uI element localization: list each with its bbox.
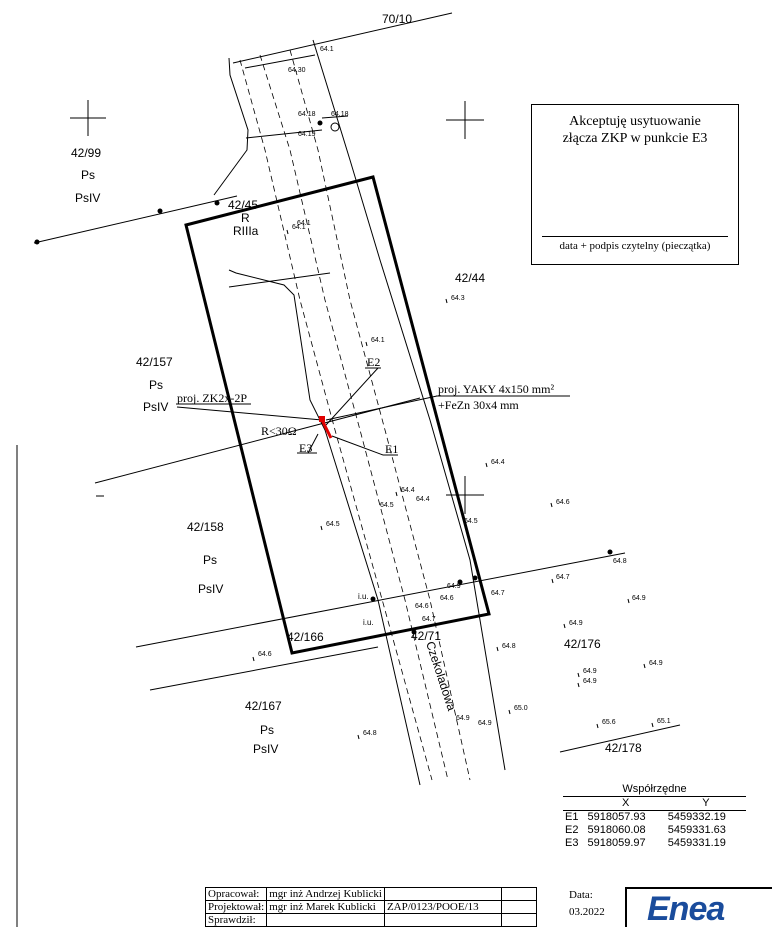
document-number: ZAP/0123/POOE/13 <box>384 901 501 914</box>
parcel-42-176: 42/176 <box>564 637 601 651</box>
parcel-70-10: 70/10 <box>382 12 413 26</box>
site-boundary <box>186 177 489 653</box>
e2-leader <box>326 368 378 425</box>
spot-height: 64.8 <box>613 558 627 565</box>
label-e3: E3 <box>299 441 313 455</box>
empty-cell <box>501 888 536 901</box>
zk-leader <box>177 407 322 420</box>
table-row <box>563 824 746 837</box>
spot-height: 64.18 <box>298 111 316 118</box>
spot-height: 64.8 <box>363 730 377 737</box>
parcel-use: R <box>241 211 250 225</box>
spot-height: 64.30 <box>288 67 306 74</box>
spot-height: 64.1 <box>320 46 334 53</box>
spot-height: 64.6 <box>556 499 570 506</box>
spot-height: 64.6 <box>258 651 272 658</box>
spot-height: 64.4 <box>491 459 505 466</box>
spot-height: 64.9 <box>583 668 597 675</box>
spot-height: 64.7 <box>556 574 570 581</box>
coord-y: 5459331.63 <box>667 824 726 836</box>
e1-leader <box>332 436 383 455</box>
checked-label: Sprawdził: <box>206 914 267 927</box>
parcel-boundary <box>136 553 625 647</box>
spot-height: 64.9 <box>583 678 597 685</box>
coord-point: E2 <box>565 824 579 836</box>
label-e1: E1 <box>385 442 399 456</box>
signature-caption: data + podpis czytelny (pieczątka) <box>559 240 711 252</box>
parcel-42-158: 42/158 <box>187 520 224 534</box>
prepared-label: Opracował: <box>206 888 267 901</box>
title-block-table <box>205 887 537 927</box>
spot-height: 64.5 <box>326 521 340 528</box>
empty-cell <box>267 914 385 927</box>
designed-label: Projektował: <box>206 901 267 914</box>
spot-height: 64.1 <box>371 337 385 344</box>
empty-cell <box>384 914 501 927</box>
title-block <box>205 887 772 927</box>
parcel-use: Ps <box>260 723 275 737</box>
spot-height: 64.9 <box>447 583 461 590</box>
spot-height: 64.9 <box>456 715 470 722</box>
spot-height: 64.3 <box>451 295 465 302</box>
parcel-42-71: 42/71 <box>411 629 442 643</box>
spot-height: 65.0 <box>514 705 528 712</box>
empty-cell <box>501 901 536 914</box>
date-box <box>564 887 624 927</box>
parcel-42-178: 42/178 <box>605 741 642 755</box>
parcel-use: Ps <box>149 378 164 392</box>
coord-y: 5459331.19 <box>667 837 726 849</box>
spot-height: 64.6 <box>415 603 429 610</box>
coord-x: 5918059.97 <box>587 837 646 849</box>
cable-label: proj. YAKY 4x150 mm² <box>438 382 555 396</box>
coord-point: E1 <box>565 811 579 823</box>
empty-cell <box>384 888 501 901</box>
spot-height: 65.1 <box>657 718 671 725</box>
logo-box <box>625 887 772 927</box>
spot-height: 64.7 <box>422 616 436 623</box>
prepared-by: mgr inż Andrzej Kublicki <box>267 888 385 901</box>
road-axis-dashed <box>260 55 448 780</box>
spot-height: 64.18 <box>331 111 349 118</box>
resistance-label: R<30Ω <box>261 424 297 438</box>
spot-height: 64.4 <box>401 487 415 494</box>
coord-x: 5918057.93 <box>587 811 646 823</box>
table-row <box>563 837 746 850</box>
enea-logo: Enea <box>647 890 725 928</box>
parcel-42-99: 42/99 <box>71 146 102 160</box>
coord-x: 5918060.08 <box>587 824 646 836</box>
label-e2: E2 <box>367 355 381 369</box>
spot-height: 64.9 <box>649 660 663 667</box>
coord-col-x: X <box>586 797 666 811</box>
spot-height: 64.6 <box>440 595 454 602</box>
parcel-class: RIIIa <box>233 224 259 238</box>
zk-label: proj. ZK2x-2P <box>177 391 247 405</box>
coordinates-table <box>563 783 746 850</box>
iu-label: i.u. <box>358 592 369 601</box>
date-value: 03.2022 <box>569 906 605 918</box>
parcel-42-157: 42/157 <box>136 355 173 369</box>
parcel-use: Ps <box>81 168 96 182</box>
parcel-boundary <box>233 13 452 63</box>
parcel-class: PsIV <box>198 582 224 596</box>
parcel-42-166: 42/166 <box>287 630 324 644</box>
signature-line <box>542 236 728 237</box>
fezn-label: +FeZn 30x4 mm <box>438 398 519 412</box>
road-edge <box>214 58 248 195</box>
coord-point: E3 <box>565 837 579 849</box>
spot-height: 64.5 <box>380 502 394 509</box>
iu-label: i.u. <box>363 618 374 627</box>
e3-marker <box>319 416 325 422</box>
spot-height: 64.9 <box>569 620 583 627</box>
date-label: Data: <box>569 889 593 901</box>
parcel-42-45: 42/45 <box>228 198 259 212</box>
spot-height: 65.6 <box>602 719 616 726</box>
empty-cell <box>501 914 536 927</box>
acceptance-title: Akceptuję usytuowanie złącza ZKP w punkcie E3 <box>562 114 708 146</box>
spot-height: 64.8 <box>502 643 516 650</box>
spot-height: 64.7 <box>491 590 505 597</box>
table-row <box>563 811 746 825</box>
cable-leader <box>326 396 437 420</box>
designed-by: mgr inż Marek Kublicki <box>267 901 385 914</box>
coord-y: 5459332.19 <box>667 811 726 823</box>
spot-height: 64.9 <box>632 595 646 602</box>
coord-col-y: Y <box>666 797 746 811</box>
spot-height: 64.9 <box>478 720 492 727</box>
spot-height: 64.1 <box>292 224 306 231</box>
spot-height: 64.4 <box>416 496 430 503</box>
spot-height: 64.5 <box>464 518 478 525</box>
parcel-class: PsIV <box>75 191 101 205</box>
spot-height: 64.19 <box>298 131 316 138</box>
street-name: Czekoladowa <box>423 639 459 713</box>
parcel-class: PsIV <box>143 400 169 414</box>
parcel-class: PsIV <box>253 742 279 756</box>
parcel-42-44: 42/44 <box>455 271 486 285</box>
coord-col-name <box>563 797 586 811</box>
parcel-42-167: 42/167 <box>245 699 282 713</box>
acceptance-box <box>531 104 739 265</box>
coordinates-title: Współrzędne <box>563 783 746 797</box>
spot-height: 64.1 <box>297 220 311 227</box>
parcel-use: Ps <box>203 553 218 567</box>
